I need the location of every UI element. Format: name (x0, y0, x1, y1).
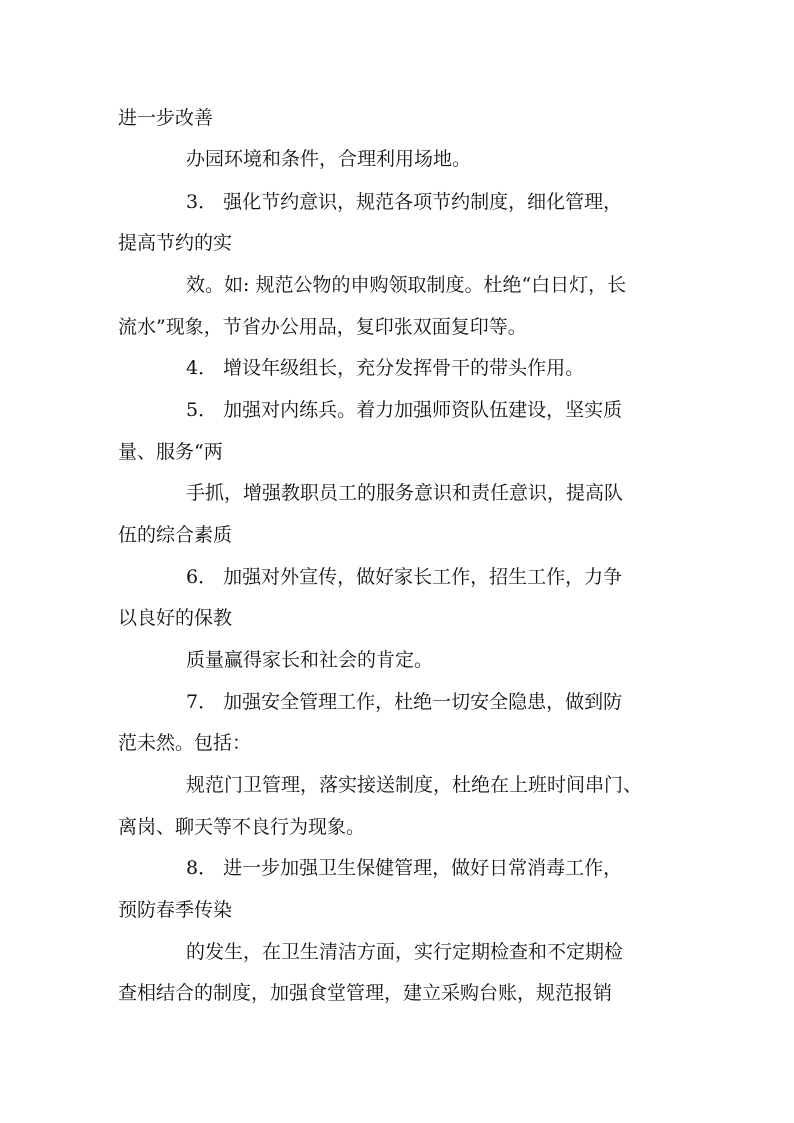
text-line: 进一步改善 (118, 107, 214, 129)
text-line: 查相结合的制度，加强食堂管理，建立采购台账，规范报销 (118, 982, 613, 1004)
text-line: 范未然。包括： (118, 732, 252, 754)
text-line: 伍的综合素质 (118, 524, 233, 546)
text-line: 提高节约的实 (118, 232, 233, 254)
text-line: 以良好的保教 (118, 607, 233, 629)
text-line: 的发生，在卫生清洁方面，实行定期检查和不定期检 (186, 941, 624, 963)
text-line: 8． 进一步加强卫生保健管理，做好日常消毒工作， (186, 857, 623, 879)
text-line: 6． 加强对外宣传，做好家长工作，招生工作，力争 (186, 566, 623, 588)
text-line: 量、服务“两 (118, 441, 223, 463)
text-line: 5． 加强对内练兵。着力加强师资队伍建设，坚实质 (186, 399, 623, 421)
text-line: 预防春季传染 (118, 899, 233, 921)
text-line: 手抓，增强教职员工的服务意识和责任意识，提高队 (186, 482, 624, 504)
text-line: 规范门卫管理，落实接送制度，杜绝在上班时间串门、 (186, 774, 643, 796)
text-line: 质量赢得家长和社会的肯定。 (186, 649, 434, 671)
text-line: 办园环境和条件，合理利用场地。 (186, 148, 472, 170)
text-line: 流水”现象，节省办公用品，复印张双面复印等。 (118, 316, 527, 338)
text-line: 4． 增设年级组长，充分发挥骨干的带头作用。 (186, 357, 585, 379)
text-line: 7． 加强安全管理工作，杜绝一切安全隐患，做到防 (186, 691, 623, 713)
text-line: 3． 强化节约意识，规范各项节约制度，细化管理， (186, 191, 623, 213)
text-line: 离岗、聊天等不良行为现象。 (118, 816, 366, 838)
text-line: 效。如: 规范公物的申购领取制度。杜绝“白日灯，长 (186, 274, 627, 296)
